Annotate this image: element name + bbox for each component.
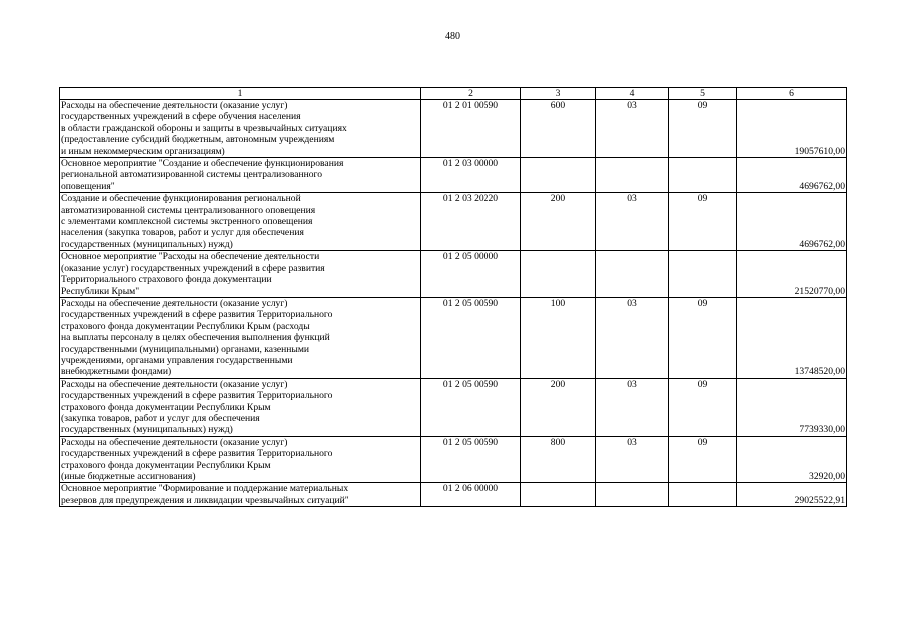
target-article-code-cell: 01 2 05 00000	[421, 251, 521, 298]
target-article-code-cell: 01 2 05 00590	[421, 378, 521, 436]
expense-name-cell: Расходы на обеспечение деятельности (оказание услуг) государственных учреждений в сфере развития Территориального страхового фонда документации Республики Крым (иные бюджетные ассигнования)	[60, 436, 421, 483]
amount-cell: 4696762,00	[737, 158, 847, 193]
subsection-cell: 09	[669, 436, 737, 483]
expense-name-cell: Создание и обеспечение функционирования региональной автоматизированной системы централизованного оповещения с элементами комплексной системы экстренного оповещения населения (закупка товаров, работ и услуг для обеспечения государственных (муниципальных) нужд)	[60, 193, 421, 251]
subsection-cell	[669, 158, 737, 193]
subsection-cell: 09	[669, 378, 737, 436]
expense-type-cell: 600	[521, 100, 596, 158]
amount-cell: 19057610,00	[737, 100, 847, 158]
table-row	[60, 193, 847, 251]
subsection-cell	[669, 483, 737, 507]
table-row	[60, 378, 847, 436]
budget-table	[59, 87, 847, 507]
header-row	[60, 88, 847, 100]
amount-cell: 21520770,00	[737, 251, 847, 298]
expense-type-cell	[521, 483, 596, 507]
amount-cell: 29025522,91	[737, 483, 847, 507]
subsection-cell: 09	[669, 297, 737, 378]
expense-name-cell: Расходы на обеспечение деятельности (оказание услуг) государственных учреждений в сфере развития Территориального страхового фонда документации Республики Крым (расходы на выплаты персоналу в целях обеспечения выполнения функций государственными (муниципальными) органами, казенными учреждениями, органами управления государственными внебюджетными фондами)	[60, 297, 421, 378]
expense-name-cell: Расходы на обеспечение деятельности (оказание услуг) государственных учреждений в сфере обучения населения в области гражданской обороны и защиты в чрезвычайных ситуациях (предоставление субсидий бюджетным, автономным учреждениям и иным некоммерческим организациям)	[60, 100, 421, 158]
column-header: 4	[596, 88, 669, 100]
expense-type-cell	[521, 158, 596, 193]
target-article-code-cell: 01 2 05 00590	[421, 297, 521, 378]
table-row	[60, 483, 847, 507]
page-number: 480	[445, 31, 460, 42]
table-row	[60, 436, 847, 483]
subsection-cell: 09	[669, 100, 737, 158]
expense-name-cell: Основное мероприятие "Создание и обеспечение функционирования региональной автоматизированной системы централизованного оповещения"	[60, 158, 421, 193]
amount-cell: 32920,00	[737, 436, 847, 483]
target-article-code-cell: 01 2 03 00000	[421, 158, 521, 193]
section-cell: 03	[596, 297, 669, 378]
amount-cell: 13748520,00	[737, 297, 847, 378]
target-article-code-cell: 01 2 06 00000	[421, 483, 521, 507]
section-cell: 03	[596, 436, 669, 483]
target-article-code-cell: 01 2 03 20220	[421, 193, 521, 251]
expense-type-cell: 200	[521, 193, 596, 251]
section-cell	[596, 251, 669, 298]
target-article-code-cell: 01 2 05 00590	[421, 436, 521, 483]
expense-name-cell: Расходы на обеспечение деятельности (оказание услуг) государственных учреждений в сфере развития Территориального страхового фонда документации Республики Крым (закупка товаров, работ и услуг для обеспечения государственных (муниципальных) нужд)	[60, 378, 421, 436]
table-row	[60, 251, 847, 298]
section-cell: 03	[596, 100, 669, 158]
expense-type-cell: 200	[521, 378, 596, 436]
expense-type-cell: 100	[521, 297, 596, 378]
section-cell: 03	[596, 378, 669, 436]
section-cell	[596, 158, 669, 193]
table-row	[60, 297, 847, 378]
expense-name-cell: Основное мероприятие "Расходы на обеспечение деятельности (оказание услуг) государственных учреждений в сфере развития Территориального страхового фонда документации Республики Крым"	[60, 251, 421, 298]
column-header: 1	[60, 88, 421, 100]
subsection-cell	[669, 251, 737, 298]
target-article-code-cell: 01 2 01 00590	[421, 100, 521, 158]
column-header: 5	[669, 88, 737, 100]
subsection-cell: 09	[669, 193, 737, 251]
expense-type-cell	[521, 251, 596, 298]
section-cell	[596, 483, 669, 507]
section-cell: 03	[596, 193, 669, 251]
column-header: 2	[421, 88, 521, 100]
column-header: 6	[737, 88, 847, 100]
amount-cell: 4696762,00	[737, 193, 847, 251]
amount-cell: 7739330,00	[737, 378, 847, 436]
column-header: 3	[521, 88, 596, 100]
table-row	[60, 100, 847, 158]
table-row	[60, 158, 847, 193]
expense-name-cell: Основное мероприятие "Формирование и поддержание материальных резервов для предупреждения и ликвидации чрезвычайных ситуаций"	[60, 483, 421, 507]
expense-type-cell: 800	[521, 436, 596, 483]
